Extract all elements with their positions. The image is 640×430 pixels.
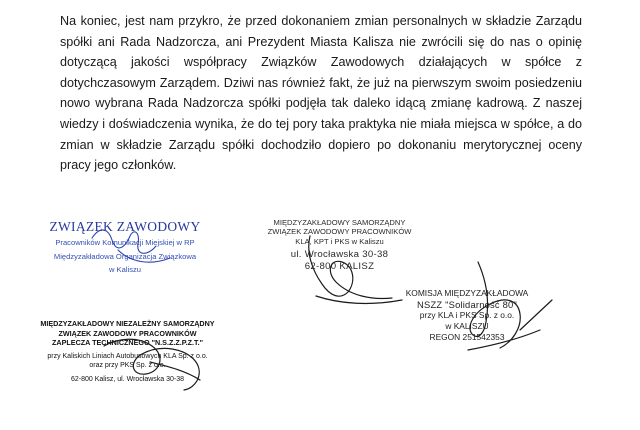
union-stamp-line-1: Pracowników Komunikacji Miejskiej w RP <box>55 238 195 247</box>
solidarnosc-stamp-line-1: KOMISJA MIĘDZYZAKŁADOWA <box>405 288 529 298</box>
technical-stamp-line-1: MIĘDZYZAKŁADOWY NIEZALEŻNY SAMORZĄDNY <box>40 319 215 328</box>
council-stamp-line-1: MIĘDZYZAKŁADOWY SAMORZĄDNY <box>273 218 406 227</box>
technical-stamp-line-5: oraz przy PKS Sp. z o.o. <box>89 362 166 370</box>
solidarnosc-stamp-line-5: REGON 251542353 <box>429 332 505 342</box>
technical-staff-stamp <box>35 319 220 385</box>
technical-stamp-line-4: przy Kaliskich Liniach Autobusowych KLA Sp. z o.o. <box>47 352 208 360</box>
solidarnosc-stamp-line-4: w KALISZU <box>445 321 489 331</box>
council-stamp <box>252 218 427 273</box>
union-stamp-title: ZWIĄZEK ZAWODOWY <box>49 219 201 234</box>
closing-paragraph: Na koniec, jest nam przykro, że przed dokonaniem zmian personalnych w składzie Zarządu spółki ani Rada Nadzorcza, ani Prezydent Miasta Kalisza nie zwrócili się do nas o opinię dotyczącą jakości współpracy Związków Zawodowych działających w spółce z dotychczasowym Zarządem. Dziwi nas również fakt, że już na pierwszym swoim posiedzeniu nowo wybrana Rada Nadzorcza spółki podjęła tak daleko idącą zmianę kadrową. Z naszej wiedzy i doświadczenia wynika, że do tej pory taka praktyka nie miała miejsca w spółce, a do zmian w składzie Zarządu spółki dochodziło dopiero po dokonaniu merytorycznej oceny pracy jego członków. <box>60 14 582 173</box>
solidarnosc-stamp-line-3: przy KLA i PKS Sp. z o.o. <box>419 310 515 320</box>
technical-stamp-line-2: ZWIĄZEK ZAWODOWY PRACOWNIKÓW <box>58 328 197 338</box>
union-stamp-line-2: Międzyzakładowa Organizacja Związkowa <box>53 252 197 261</box>
council-stamp-line-3: KLA, KPT i PKS w Kaliszu <box>295 236 384 246</box>
union-stamp-line-3: w Kaliszu <box>108 265 142 274</box>
technical-stamp-line-3: ZAPLECZA TECHNICZNEGO "N.S.Z.Z.P.Z.T." <box>52 338 203 348</box>
technical-stamp-line-6: 62-800 Kalisz, ul. Wrocławska 30-38 <box>70 375 185 383</box>
union-stamp-blue <box>45 219 205 275</box>
solidarnosc-stamp <box>382 288 552 343</box>
solidarnosc-stamp-line-2: NSZZ "Solidarność 80" <box>417 299 517 310</box>
council-stamp-line-4: ul. Wrocławska 30-38 <box>290 249 389 261</box>
council-stamp-line-2: ZWIĄZEK ZAWODOWY PRACOWNIKÓW <box>267 227 412 237</box>
council-stamp-line-5: 62-800 KALISZ <box>304 261 375 273</box>
